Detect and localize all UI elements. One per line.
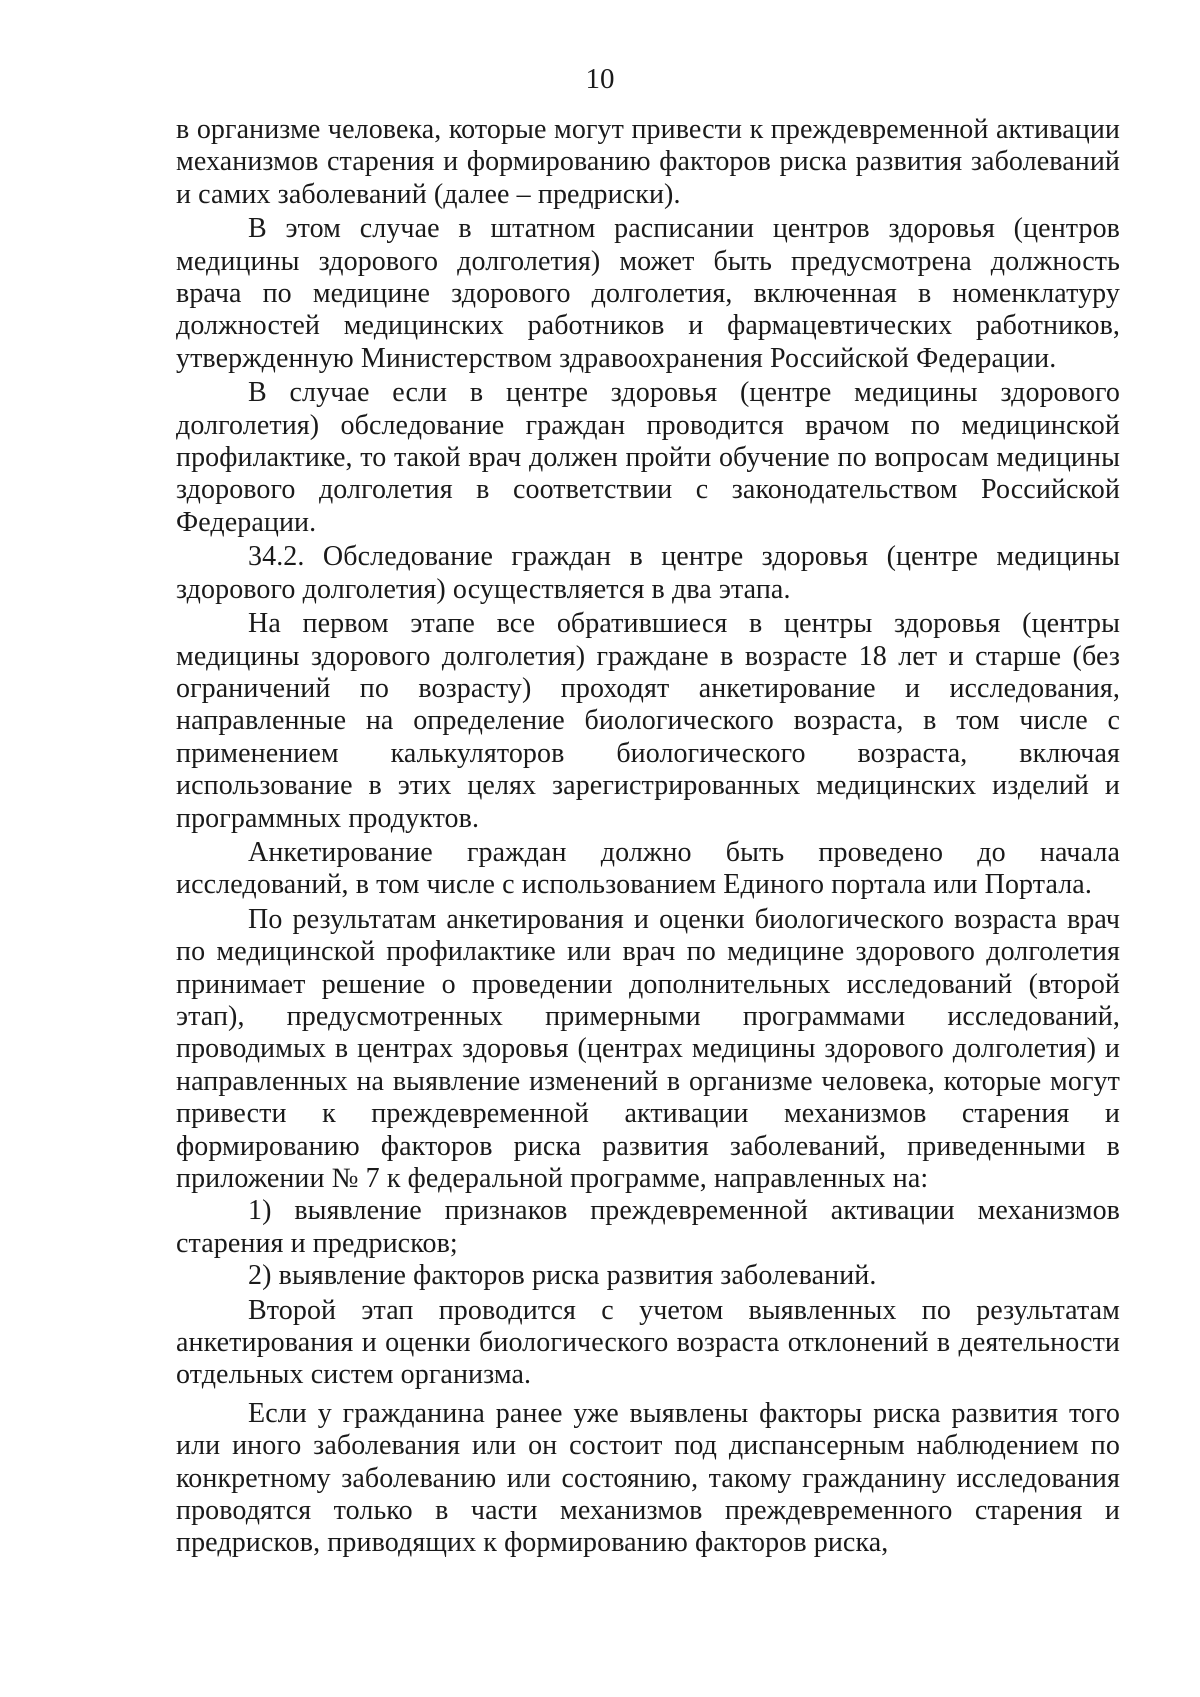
paragraph-continuation: в организме человека, которые могут привести к преждевременной активации механизмов старения и формированию факторов риска развития заболеваний и самих заболеваний (далее – предриски). <box>176 114 1120 210</box>
paragraph-first-stage: На первом этапе все обратившиеся в центры здоровья (центры медицины здорового долголетия) граждане в возрасте 18 лет и старше (без ограничений по возрасту) проходят анкетирование и исследования, направленные на определение биологического возраста, в том числе с применением калькуляторов биологического возраста, включая использование в этих целях зарегистрированных медицинских изделий и программных продуктов. <box>176 608 1120 834</box>
list-item-2: 2) выявление факторов риска развития заболеваний. <box>248 1260 877 1292</box>
paragraph-second-stage: Второй этап проводится с учетом выявленных по результатам анкетирования и оценки биологического возраста отклонений в деятельности отдельных систем организма. <box>176 1294 1120 1391</box>
paragraph-questionnaire: Анкетирование граждан должно быть проведено до начала исследований, в том числе с использованием Единого портала или Портала. <box>176 836 1120 901</box>
list-item-1: 1) выявление признаков преждевременной активации механизмов старения и предрисков; <box>176 1195 1120 1259</box>
page-number: 10 <box>585 63 615 95</box>
document-body <box>176 114 1120 1560</box>
paragraph-staff-schedule: В этом случае в штатном расписании центров здоровья (центров медицины здорового долголетия) может быть предусмотрена должность врача по медицине здорового долголетия, включенная в номенклатуру должностей медицинских работников и фармацевтических работников, утвержденную Министерством здравоохранения Российской Федерации. <box>176 213 1120 374</box>
paragraph-doctor-training: В случае если в центре здоровья (центре медицины здорового долголетия) обследование граждан проводится врачом по медицинской профилактике, то такой врач должен пройти обучение по вопросам медицины здорового долголетия в соответствии с законодательством Российской Федерации. <box>176 377 1120 538</box>
paragraph-clause-34-2: 34.2. Обследование граждан в центре здоровья (центре медицины здорового долголетия) осуществляется в два этапа. <box>176 541 1120 605</box>
paragraph-second-stage-decision: По результатам анкетирования и оценки биологического возраста врач по медицинской профилактике или врач по медицине здорового долголетия принимает решение о проведении дополнительных исследований (второй этап), предусмотренных примерными программами исследований, проводимых в центрах здоровья (центрах медицины здорового долголетия) и направленных на выявление изменений в организме человека, которые могут привести к преждевременной активации механизмов старения и формированию факторов риска развития заболеваний, приведенными в приложении № 7 к федеральной программе, направленных на: <box>176 903 1120 1194</box>
paragraph-risk-factors: Если у гражданина ранее уже выявлены факторы риска развития того или иного заболевания или он состоит под диспансерным наблюдением по конкретному заболеванию или состоянию, такому гражданину исследования проводятся только в части механизмов преждевременного старения и предрисков, приводящих к формированию факторов риска, <box>176 1397 1120 1559</box>
